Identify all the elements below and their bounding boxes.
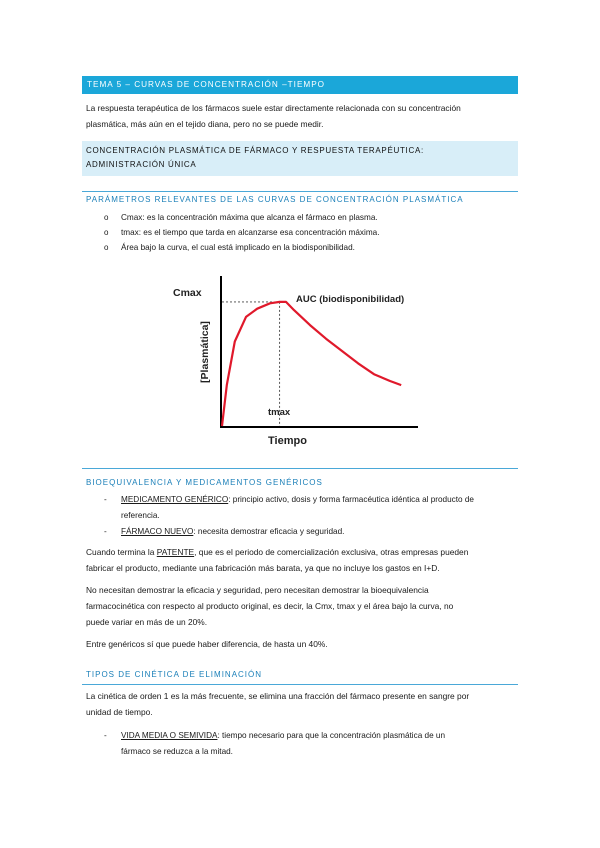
section-heading-line-1: CONCENTRACIÓN PLASMÁTICA DE FÁRMACO Y RESPUESTA TERAPÉUTICA: bbox=[86, 146, 424, 155]
generic-medication-definition: : principio activo, dosis y forma farmacéutica idéntica al producto de bbox=[228, 495, 474, 504]
generics-difference-line: Entre genéricos sí que puede haber diferencia, de hasta un 40%. bbox=[86, 639, 328, 649]
intro-line-1: La respuesta terapéutica de los fármacos suele estar directamente relacionada con su concentración bbox=[86, 103, 461, 113]
y-axis-label: [Plasmática] bbox=[199, 321, 211, 383]
kinetics-heading: TIPOS DE CINÉTICA DE ELIMINACIÓN bbox=[86, 670, 263, 679]
bioeq-heading: BIOEQUIVALENCIA Y MEDICAMENTOS GENÉRICOS bbox=[86, 478, 323, 487]
bullet-marker: o bbox=[104, 228, 109, 237]
generic-medication-item bbox=[121, 492, 517, 524]
patent-term: PATENTE bbox=[156, 547, 195, 557]
patent-text-line-2: fabricar el producto, mediante una fabricación más barata, ya que no incluye los gastos en I+D. bbox=[86, 563, 440, 573]
bioeq-line-3: puede variar en más de un 20%. bbox=[86, 617, 208, 627]
bullet-marker: o bbox=[104, 213, 109, 222]
patent-paragraph bbox=[86, 544, 518, 576]
kinetics-line-2: unidad de tiempo. bbox=[86, 707, 153, 717]
param-item-cmax: Cmax: es la concentración máxima que alcanza el fármaco en plasma. bbox=[121, 213, 378, 222]
bioeq-line-2: farmacocinética con respecto al producto original, es decir, la Cmx, tmax y el área bajo la curva, no bbox=[86, 601, 454, 611]
intro-line-2: plasmática, más aún en el tejido diana, pero no se puede medir. bbox=[86, 119, 324, 129]
kinetics-rule bbox=[82, 684, 518, 685]
half-life-item bbox=[121, 728, 517, 760]
kinetics-paragraph bbox=[86, 688, 518, 720]
bioeq-rule-top bbox=[82, 468, 518, 469]
half-life-definition: : tiempo necesario para que la concentración plasmática de un bbox=[217, 731, 446, 740]
bioequivalence-paragraph bbox=[86, 582, 518, 630]
new-drug-definition: : necesita demostrar eficacia y seguridad. bbox=[193, 527, 345, 536]
patent-text-pre: Cuando termina la bbox=[86, 547, 157, 557]
cmax-axis-label: Cmax bbox=[173, 287, 202, 299]
section-heading-line-2: ADMINISTRACIÓN ÚNICA bbox=[86, 159, 197, 169]
new-drug-term: FÁRMACO NUEVO bbox=[121, 527, 194, 536]
params-heading: PARÁMETROS RELEVANTES DE LAS CURVAS DE CONCENTRACIÓN PLASMÁTICA bbox=[86, 195, 464, 204]
dash-marker: - bbox=[104, 527, 107, 536]
page-title: TEMA 5 – CURVAS DE CONCENTRACIÓN –TIEMPO bbox=[82, 76, 518, 94]
concentration-time-figure bbox=[170, 268, 440, 454]
kinetics-line-1: La cinética de orden 1 es la más frecuente, se elimina una fracción del fármaco presente en sangre por bbox=[86, 691, 470, 701]
params-rule-top bbox=[82, 191, 518, 192]
tmax-annotation: tmax bbox=[268, 407, 291, 418]
generic-medication-definition-cont: referencia. bbox=[121, 511, 160, 520]
param-item-auc: Área bajo la curva, el cual está implicado en la biodisponibilidad. bbox=[121, 243, 355, 252]
section-heading-box bbox=[82, 141, 518, 176]
dash-marker: - bbox=[104, 495, 107, 504]
half-life-term: VIDA MEDIA O SEMIVIDA bbox=[121, 731, 218, 740]
x-axis-label: Tiempo bbox=[268, 435, 307, 447]
generic-medication-term: MEDICAMENTO GENÉRICO bbox=[121, 495, 229, 504]
concentration-curve bbox=[222, 302, 401, 426]
patent-text-post: , que es el periodo de comercialización exclusiva, otras empresas pueden bbox=[194, 547, 469, 557]
new-drug-item bbox=[121, 524, 517, 540]
dash-marker: - bbox=[104, 731, 107, 740]
half-life-definition-cont: fármaco se reduzca a la mitad. bbox=[121, 747, 233, 756]
bullet-marker: o bbox=[104, 243, 109, 252]
param-item-tmax: tmax: es el tiempo que tarda en alcanzarse esa concentración máxima. bbox=[121, 228, 380, 237]
auc-annotation: AUC (biodisponibilidad) bbox=[296, 294, 405, 305]
bioeq-line-1: No necesitan demostrar la eficacia y seguridad, pero necesitan demostrar la bioequivalencia bbox=[86, 585, 429, 595]
